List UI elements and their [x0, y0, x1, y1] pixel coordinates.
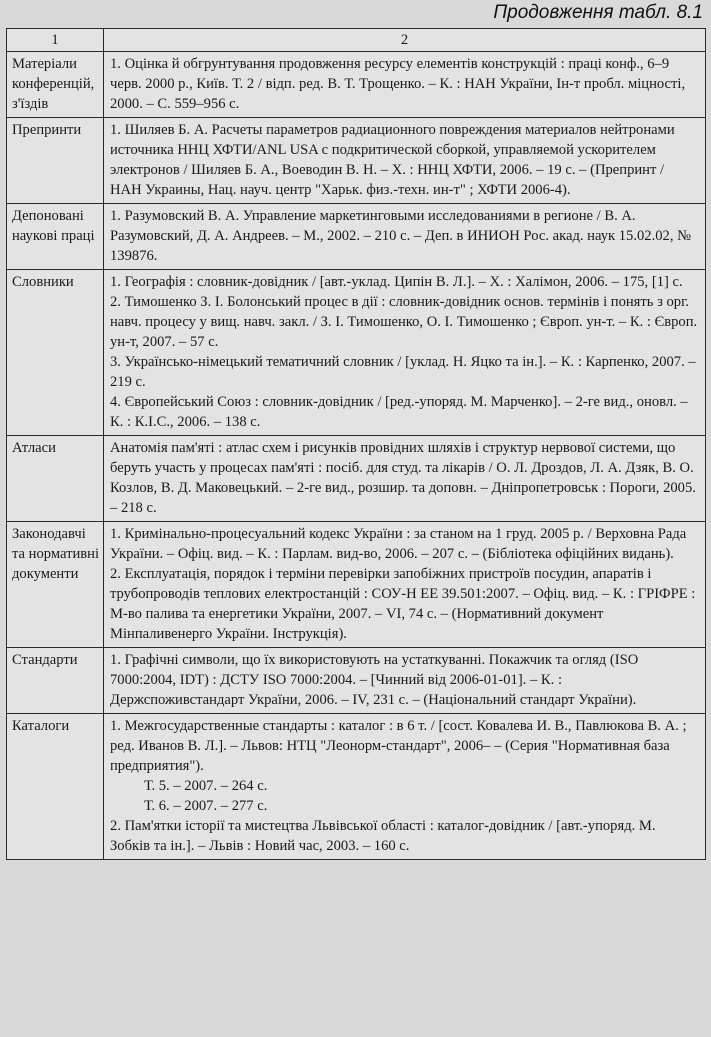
row-category: Препринти — [7, 118, 104, 204]
row-category: Атласи — [7, 436, 104, 522]
row-content — [104, 522, 706, 648]
table-row — [7, 118, 706, 204]
table-row — [7, 52, 706, 118]
entry: 3. Українсько-німецький тематичний словник / [уклад. Н. Яцко та ін.]. – К. : Карпенко, 2007. – 219 с. — [110, 354, 696, 390]
table-row — [7, 270, 706, 436]
row-content — [104, 118, 706, 204]
row-category: Стандарти — [7, 648, 104, 714]
row-content — [104, 714, 706, 860]
row-content — [104, 436, 706, 522]
entry: 1. Шиляев Б. А. Расчеты параметров радиационного повреждения материалов нейтронами источника ННЦ ХФТИ/ANL USA с подкритической сборкой, управляемой ускорителем электронов / Шиляев Б. А., Воеводин В. Н. – Х. : ННЦ ХФТИ, 2006. – 19 с. – (Препринт / НАН Украины, Нац. науч. центр "Харьк. физ.-техн. ин-т" ; ХФТИ 2006-4). — [110, 122, 675, 198]
volume-entry: Т. 6. – 2007. – 277 с. — [144, 798, 268, 814]
row-content — [104, 648, 706, 714]
table-row — [7, 204, 706, 270]
table-continuation-title: Продовження табл. 8.1 — [493, 2, 703, 23]
table-row — [7, 648, 706, 714]
entry: 2. Експлуатація, порядок і терміни перевірки запобіжних пристроїв посудин, апаратів і трубопроводів теплових електростанцій : СОУ-Н ЕЕ 39.501:2007. – Офіц. вид. – К. : ГРІФРЕ : М-во палива та енергетики України, 2007. – VI, 74 с. – (Нормативний документ Мінпаливенерго України. Інструкція). — [110, 566, 696, 642]
row-category: Матеріали конференцій, з'їздів — [7, 52, 104, 118]
entry: 4. Європейський Союз : словник-довідник / [ред.-упоряд. М. Марченко]. – 2-ге вид., оновл. – К. : К.І.С., 2006. – 138 с. — [110, 394, 688, 430]
table-row — [7, 714, 706, 860]
entry: 1. Графічні символи, що їх використовують на устаткуванні. Покажчик та огляд (ISO 7000:2004, IDT) : ДСТУ ISO 7000:2004. – [Чинний від 2006-01-01]. – К. : Держспоживстандарт України, 2006. – IV, 231 с. – (Національний стандарт України). — [110, 652, 639, 708]
row-content — [104, 270, 706, 436]
entry: 1. Географія : словник-довідник / [авт.-уклад. Ципін В. Л.]. – Х. : Халімон, 2006. – 175, [1] с. — [110, 274, 683, 290]
row-category: Законодавчі та нормативні документи — [7, 522, 104, 648]
row-category: Депоновані наукові праці — [7, 204, 104, 270]
table-header-row — [7, 29, 706, 52]
volume-entry: Т. 5. – 2007. – 264 с. — [144, 778, 268, 794]
column-header-1: 1 — [7, 29, 104, 52]
column-header-2: 2 — [104, 29, 706, 52]
entry: 1. Межгосударственные стандарты : каталог : в 6 т. / [сост. Ковалева И. В., Павлюкова В. А. ; ред. Иванов В. Л.]. – Львов: НТЦ "Леонорм-стандарт", 2006– – (Серия "Нормативная база предприятия"). — [110, 718, 687, 774]
row-content — [104, 52, 706, 118]
entry: 1. Оцінка й обгрунтування продовження ресурсу елементів конструкцій : праці конф., 6–9 черв. 2000 р., Київ. Т. 2 / відп. ред. В. Т. Трощенко. – К. : НАН України, Ін-т пробл. міцності, 2000. – С. 559–956 с. — [110, 56, 686, 112]
entry: 1. Кримінально-процесуальний кодекс України : за станом на 1 груд. 2005 р. / Верховна Рада України. – Офіц. вид. – К. : Парлам. вид-во, 2006. – 207 с. – (Бібліотека офіційних видань). — [110, 526, 687, 562]
entry: Анатомія пам'яті : атлас схем і рисунків провідних шляхів і структур нервової системи, що беруть участь у процесах пам'яті : посіб. для студ. та лікарів / О. Л. Дроздов, Л. А. Дзяк, В. О. Козлов, В. Д. Маковецький. – 2-ге вид., розшир. та доповн. – Дніпропетровськ : Пороги, 2005. – 218 с. — [110, 440, 696, 516]
row-content — [104, 204, 706, 270]
row-category: Словники — [7, 270, 104, 436]
table-row — [7, 522, 706, 648]
entry: 1. Разумовский В. А. Управление маркетинговыми исследованиями в регионе / В. А. Разумовский, Д. А. Андреев. – М., 2002. – 210 с. – Деп. в ИНИОН Рос. акад. наук 15.02.02, № 139876. — [110, 208, 692, 264]
row-category: Каталоги — [7, 714, 104, 860]
entry: 2. Пам'ятки історії та мистецтва Львівської області : каталог-довідник / [авт.-упоряд. М. Зобків та ін.]. – Львів : Новий час, 2003. – 160 с. — [110, 818, 656, 854]
bibliography-examples-table — [6, 28, 706, 860]
entry: 2. Тимошенко З. І. Болонський процес в дії : словник-довідник основ. термінів і понять з орг. навч. процесу у вищ. навч. закл. / З. І. Тимошенко, О. І. Тимошенко ; Європ. ун-т. – К. : Європ. ун-т, 2007. – 57 с. — [110, 294, 698, 350]
table-row — [7, 436, 706, 522]
